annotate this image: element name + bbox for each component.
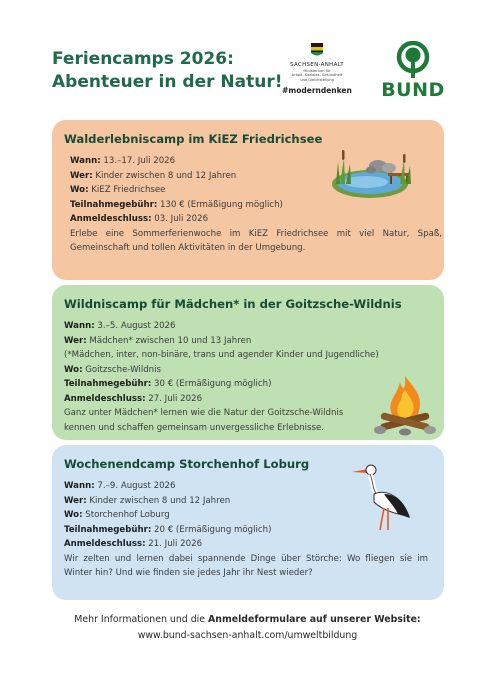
hashtag: #moderndenken bbox=[282, 86, 352, 96]
campfire-illustration-icon bbox=[372, 372, 438, 436]
pond-illustration-icon bbox=[326, 140, 418, 202]
ministry-line-1: Ministerium für bbox=[303, 69, 331, 73]
title-line-1: Feriencamps 2026: bbox=[52, 49, 234, 69]
stork-illustration-icon bbox=[350, 458, 414, 532]
ministry-line-3: und Gleichstellung bbox=[300, 77, 334, 82]
camp-field-who: Wer: Kinder zwischen 8 und 12 Jahren bbox=[64, 495, 231, 506]
camp-field-where: Wo: Storchenhof Loburg bbox=[64, 510, 170, 520]
bund-wordmark: BUND bbox=[381, 79, 445, 101]
camp-field-where: Wo: KiEZ Friedrichsee bbox=[70, 185, 166, 195]
ministry-line-2: Arbeit, Soziales, Gesundheit bbox=[291, 73, 343, 78]
page-title bbox=[52, 48, 282, 94]
footer-bold-text: Anmeldeformulare auf unserer Website: bbox=[208, 614, 421, 625]
camp-field-deadline: Anmeldeschluss: 27. Juli 2026 bbox=[64, 393, 203, 404]
coat-of-arms-icon bbox=[310, 43, 324, 57]
camp-title: Wochenendcamp Storchenhof Loburg bbox=[64, 457, 310, 471]
website-link[interactable]: www.bund-sachsen-anhalt.com/umweltbildung bbox=[137, 630, 358, 641]
camp-field-who: Wer: Mädchen* zwischen 10 und 13 Jahren bbox=[64, 335, 252, 346]
camp-title: Wildniscamp für Mädchen* in der Goitzsche-Wildnis bbox=[64, 297, 402, 311]
ministry-logo bbox=[278, 42, 356, 95]
state-name: SACHSEN-ANHALT bbox=[290, 62, 344, 68]
camp-field-fee: Teilnahmegebühr: 20 € (Ermäßigung möglich) bbox=[64, 524, 272, 535]
camp-field-when: Wann: 7.–9. August 2026 bbox=[64, 481, 176, 491]
camp-title: Walderlebniscamp im KiEZ Friedrichsee bbox=[64, 132, 323, 146]
footer-info-line bbox=[0, 612, 495, 628]
camp-field-who: Wer: Kinder zwischen 8 und 12 Jahren bbox=[70, 170, 237, 181]
bund-logo bbox=[376, 41, 450, 101]
camp-description: Wir zelten und lernen dabei spannende Dinge über Störche: Wo fliegen sie im Winter hin? Und wie finden sie jedes Jahr ihr Nest wieder? bbox=[64, 553, 428, 578]
camp-description: Ganz unter Mädchen* lernen wie die Natur der Goitzsche-Wildnis kennen und schaffen gemeinsam unvergessliche Erlebnisse. bbox=[64, 408, 344, 433]
camp-field-where: Wo: Goitzsche-Wildnis bbox=[64, 364, 161, 375]
camp-field-who-note: (*Mädchen, inter, non-binäre, trans und agender Kinder und Jugendliche) bbox=[64, 350, 379, 360]
camp-field-when: Wann: 3.–5. August 2026 bbox=[64, 321, 176, 331]
bund-emblem-icon bbox=[393, 41, 433, 79]
camp-field-deadline: Anmeldeschluss: 21. Juli 2026 bbox=[64, 539, 203, 549]
camp-field-fee: Teilnahmegebühr: 130 € (Ermäßigung möglich) bbox=[70, 199, 283, 210]
title-line-2: Abenteuer in der Natur! bbox=[52, 72, 283, 92]
camp-field-when: Wann: 13.–17. Juli 2026 bbox=[70, 156, 176, 166]
footer bbox=[0, 612, 495, 644]
camp-description: Erlebe eine Sommerferienwoche im KiEZ Friedrichsee mit viel Natur, Spaß, Gemeinschaft und tollen Aktivitäten in der Umgebung. bbox=[70, 228, 442, 253]
camp-field-fee: Teilnahmegebühr: 30 € (Ermäßigung möglich) bbox=[64, 379, 272, 389]
footer-prefix: Mehr Informationen und die bbox=[74, 614, 209, 625]
camp-field-deadline: Anmeldeschluss: 03. Juli 2026 bbox=[70, 214, 209, 224]
ministry-name bbox=[278, 69, 356, 82]
